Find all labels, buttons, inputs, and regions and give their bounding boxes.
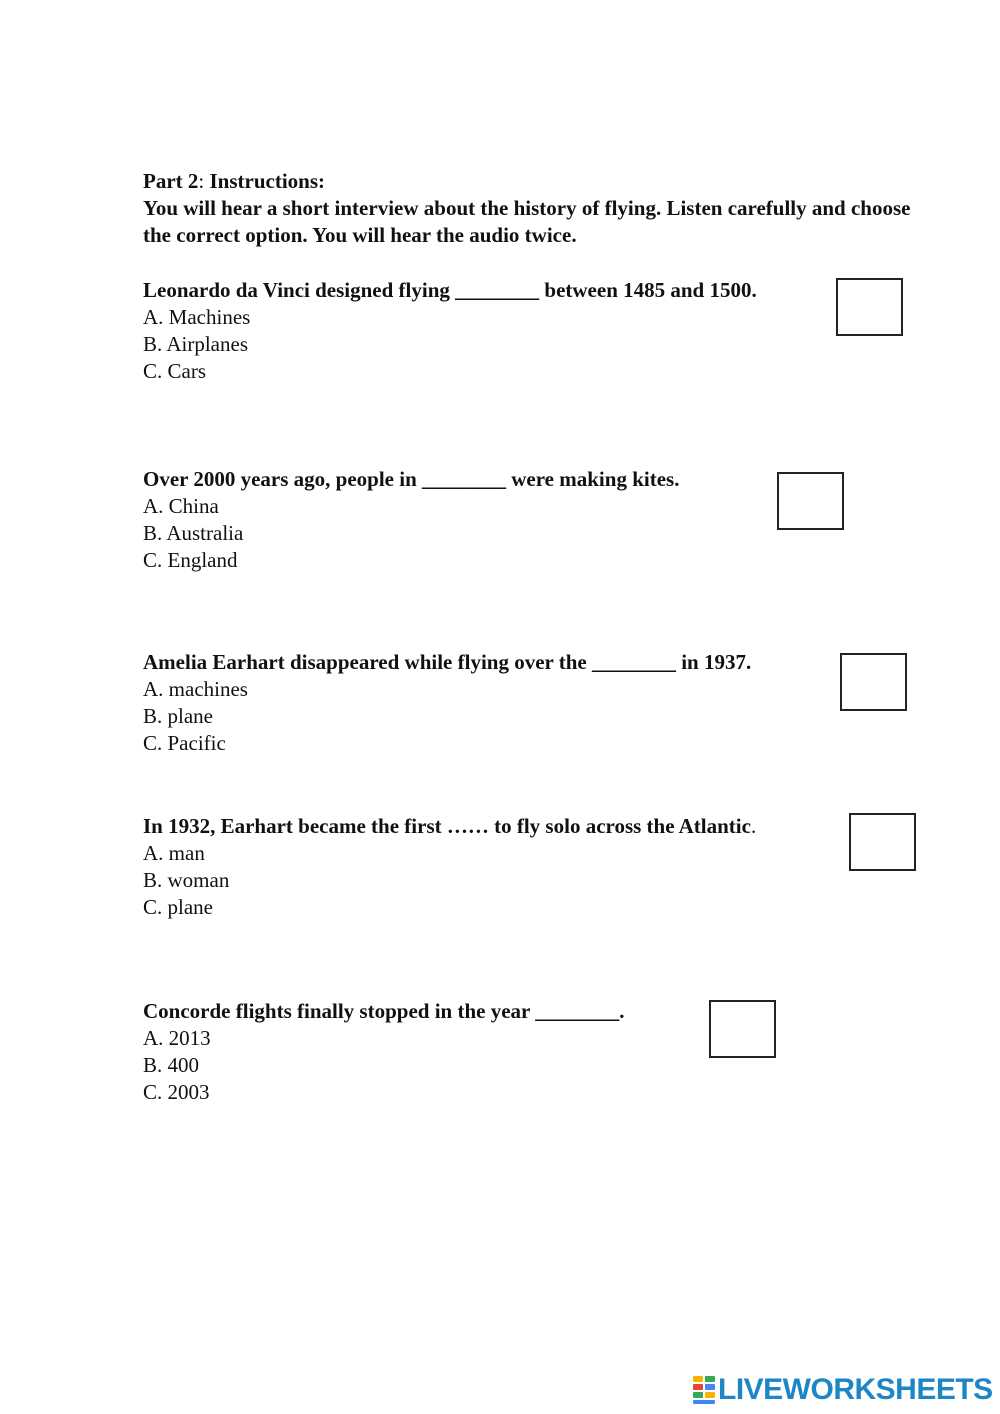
question-stem-text: Amelia Earhart disappeared while flying over the ________ in 1937. <box>143 650 752 674</box>
brand-name: LIVEWORKSHEETS <box>718 1373 993 1406</box>
option-b: B. plane <box>143 704 213 728</box>
option-b: B. 400 <box>143 1053 200 1077</box>
option-c: C. Pacific <box>143 731 226 755</box>
question-5 <box>143 998 624 1106</box>
option-a: A. 2013 <box>143 1026 211 1050</box>
option-b: B. Airplanes <box>143 332 248 356</box>
instructions-title: Instructions: <box>204 169 326 193</box>
instructions-body: You will hear a short interview about the history of flying. Listen carefully and choose the correct option. You will hear the audio twice. <box>143 196 911 247</box>
liveworksheets-brand <box>692 1372 993 1408</box>
answer-box-1[interactable] <box>836 278 903 336</box>
part-label: Part 2 <box>143 169 199 193</box>
question-stem-tail: . <box>750 814 757 838</box>
liveworksheets-logo-icon <box>692 1375 716 1405</box>
question-stem <box>143 649 751 676</box>
option-c: C. plane <box>143 895 213 919</box>
question-4 <box>143 813 756 921</box>
answer-box-5[interactable] <box>709 1000 776 1058</box>
question-stem-text: Leonardo da Vinci designed flying ________ between 1485 and 1500. <box>143 278 757 302</box>
answer-box-3[interactable] <box>840 653 907 711</box>
option-a: A. machines <box>143 677 248 701</box>
question-3 <box>143 649 751 757</box>
question-stem <box>143 813 756 840</box>
option-a: A. China <box>143 494 219 518</box>
option-b: B. Australia <box>143 521 244 545</box>
option-a: A. Machines <box>143 305 251 329</box>
question-stem-text: In 1932, Earhart became the first …… to fly solo across the Atlantic <box>143 814 751 838</box>
instructions-heading <box>143 168 943 195</box>
option-a: A. man <box>143 841 205 865</box>
option-c: C. England <box>143 548 238 572</box>
part-colon: : <box>198 169 205 193</box>
option-b: B. woman <box>143 868 230 892</box>
question-stem-text: Concorde flights finally stopped in the year ________. <box>143 999 625 1023</box>
option-c: C. 2003 <box>143 1080 210 1104</box>
question-stem-text: Over 2000 years ago, people in ________ were making kites. <box>143 467 680 491</box>
question-1 <box>143 277 757 385</box>
answer-box-2[interactable] <box>777 472 844 530</box>
answer-box-4[interactable] <box>849 813 916 871</box>
question-stem <box>143 277 757 304</box>
question-stem <box>143 466 679 493</box>
instructions-block <box>143 168 943 249</box>
option-c: C. Cars <box>143 359 206 383</box>
question-2 <box>143 466 679 574</box>
question-stem <box>143 998 624 1025</box>
